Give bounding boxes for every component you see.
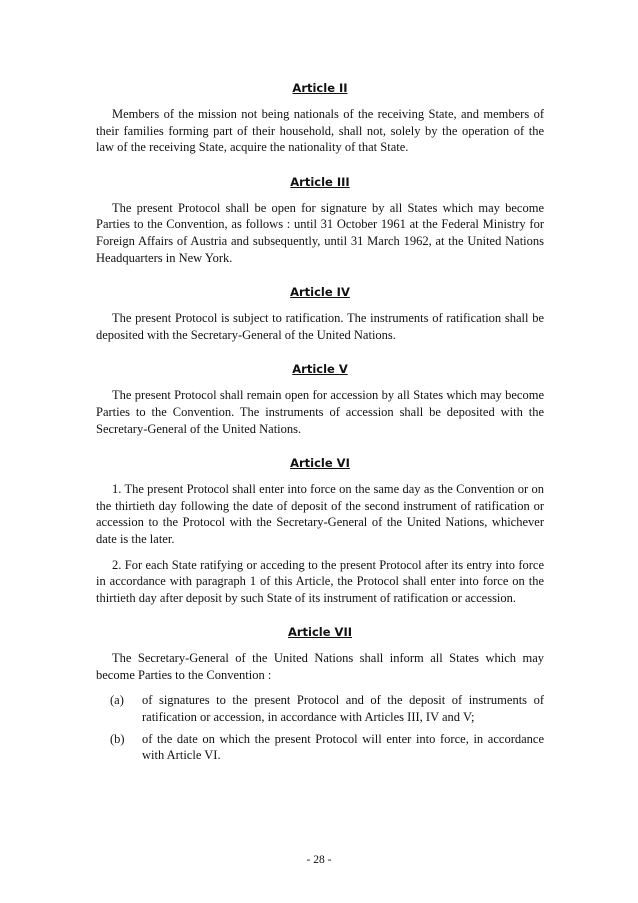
list-marker: (a) (110, 693, 124, 708)
page-number: - 28 - (306, 854, 332, 866)
list-item-text: of signatures to the present Protocol and of the deposit of instruments of ratification or accession, in accordance with Articles III, IV and V; (142, 693, 544, 725)
article-6-paragraph-1: 1. The present Protocol shall enter into force on the same day as the Convention or on the thirtieth day following the date of deposit of the second instrument of ratification or accession to the Protocol with the Secretary-General of the United Nations, whichever date is the later. (96, 482, 544, 546)
list-item-text: of the date on which the present Protocol will enter into force, in accordance with Article VI. (142, 731, 544, 763)
article-6-paragraph-2: 2. For each State ratifying or acceding to the present Protocol after its entry into force in accordance with paragraph 1 of this Article, the Protocol shall enter into force on the thirtieth day after deposit by such State of its instrument of ratification or accession. (96, 557, 544, 605)
list-item (96, 692, 544, 725)
document-page (96, 80, 544, 764)
article-7-paragraph: The Secretary-General of the United Nations shall inform all States which may become Parties to the Convention : (96, 651, 544, 682)
article-3-heading: Article III (290, 174, 350, 189)
article-2-paragraph: Members of the mission not being nationals of the receiving State, and members of their families forming part of their household, shall not, solely by the operation of the law of the receiving State, acquire the nationality of that State. (96, 107, 544, 155)
article-2-heading: Article II (292, 81, 348, 95)
list-marker: (b) (110, 731, 125, 746)
article-5-paragraph: The present Protocol shall remain open for accession by all States which may become Parties to the Convention. The instruments of accession shall be deposited with the Secretary-General of the United Nations. (96, 388, 544, 436)
article-6-heading: Article VI (290, 456, 350, 471)
article-3-paragraph: The present Protocol shall be open for signature by all States which may become Parties to the Convention, as follows : until 31 October 1961 at the Federal Ministry for Foreign Affairs of Austria and subsequently, until 31 March 1962, at the United Nations Headquarters in New York. (96, 200, 544, 265)
article-7-heading: Article VII (287, 625, 353, 640)
article-4-paragraph: The present Protocol is subject to ratification. The instruments of ratification shall be deposited with the Secretary-General of the United Nations. (96, 311, 544, 342)
article-5-heading: Article V (292, 362, 348, 377)
article-4-heading: Article IV (290, 285, 350, 300)
list-item (96, 731, 544, 764)
